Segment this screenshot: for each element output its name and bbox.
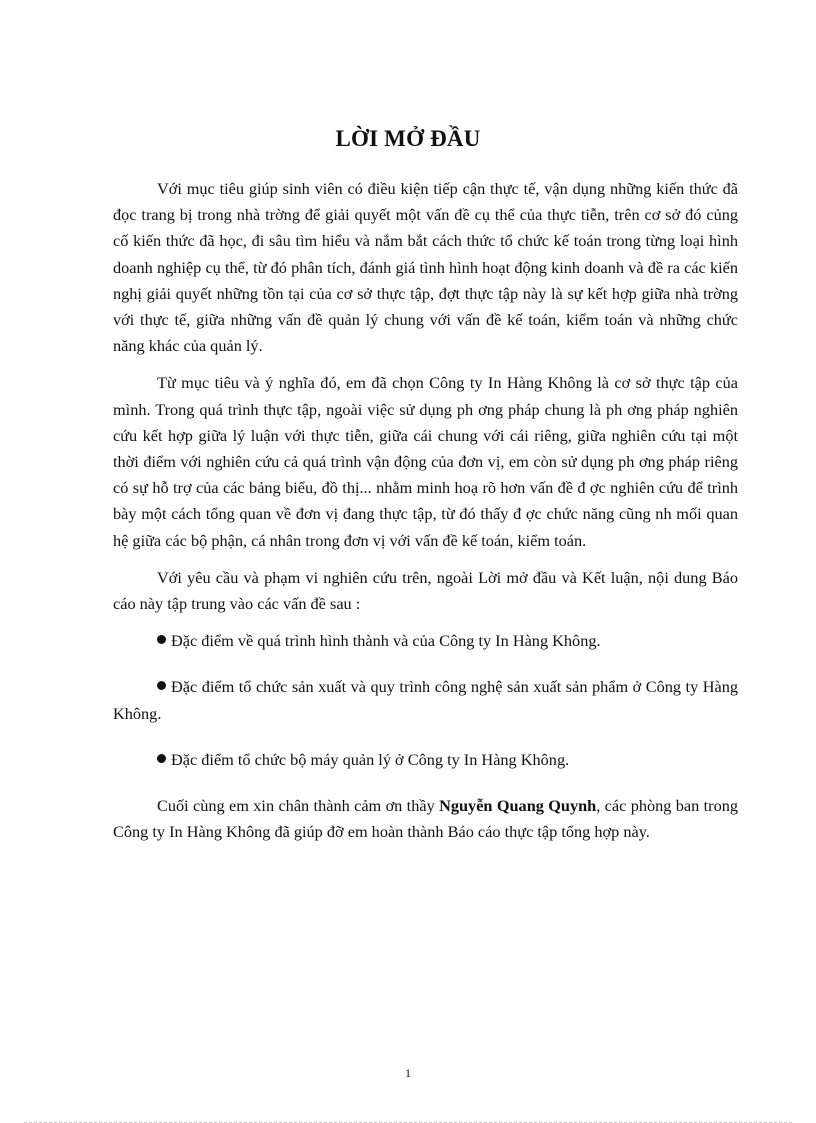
intro-paragraph: Với mục tiêu giúp sinh viên có điều kiện tiếp cận thực tế, vận dụng những kiến thức đã đọc trang bị trong nhà trờng để giải quyết một vấn đề cụ thể của thực tiễn, trên cơ sở đó củng cố kiến thức đã học, đi sâu tìm hiểu và nắm bắt cách thức tổ chức kế toán trong từng loại hình doanh nghiệp cụ thể, từ đó phân tích, đánh giá tình hình hoạt động kinh doanh và đề ra các kiến nghị giải quyết những tồn tại của cơ sở thực tập, đợt thực tập này là sự kết hợp giữa nhà trờng với thực tế, giữa những vấn đề quản lý chung với vấn đề kế toán, kiểm toán và những chức năng khác của quản lý. xyxy=(113,179,738,356)
bullet-item xyxy=(113,628,738,654)
bullet-text: Đặc điểm tổ chức sản xuất và quy trình công nghệ sản xuất sản phẩm ở Công ty Hàng Không. xyxy=(113,677,738,723)
bullet-item xyxy=(113,674,738,726)
page-number: 1 xyxy=(405,1066,411,1080)
bullet-text: Đặc điểm về quá trình hình thành và của Công ty In Hàng Không. xyxy=(171,631,601,651)
document-body xyxy=(113,176,738,845)
method-paragraph: Từ mục tiêu và ý nghĩa đó, em đã chọn Công ty In Hàng Không là cơ sở thực tập của mình. Trong quá trình thực tập, ngoài việc sử dụng ph ơng pháp chung là ph ơng pháp nghiên cứu kết hợp giữa lý luận với thực tiễn, giữa cái chung với cái riêng, giữa nghiên cứu tại một thời điểm với nghiên cứu cả quá trình vận động của đơn vị, em còn sử dụng ph ơng pháp riêng có sự hỗ trợ của các bảng biểu, đồ thị... nhằm minh hoạ rõ hơn vấn đề đ ợc nghiên cứu để trình bày một cách tổng quan về đơn vị đang thực tập, từ đó thấy đ ợc chức năng cũng nh mối quan hệ giữa các bộ phận, cá nhân trong đơn vị với vấn đề kế toán, kiểm toán. xyxy=(113,373,738,550)
supervisor-name: Nguyễn Quang Quynh xyxy=(439,796,597,816)
closing-text-before: Cuối cùng em xin chân thành cảm ơn thầy xyxy=(157,796,440,816)
closing-text-after: , các phòng ban trong Công ty In Hàng Không đã giúp đỡ em hoàn thành Báo cáo thực tập tổng hợp này. xyxy=(113,796,739,842)
page-title: LỜI MỞ ĐẦU xyxy=(335,126,481,151)
closing-paragraph xyxy=(113,793,738,845)
bullet-dot-icon xyxy=(157,681,166,690)
bullet-item xyxy=(113,747,738,773)
bullet-dot-icon xyxy=(157,754,166,763)
bullet-text: Đặc điểm tổ chức bộ máy quản lý ở Công ty In Hàng Không. xyxy=(171,749,570,769)
scope-paragraph: Với yêu cầu và phạm vi nghiên cứu trên, ngoài Lời mở đầu và Kết luận, nội dung Báo cáo này tập trung vào các vấn đề sau : xyxy=(113,567,738,614)
bullet-dot-icon xyxy=(157,635,166,644)
